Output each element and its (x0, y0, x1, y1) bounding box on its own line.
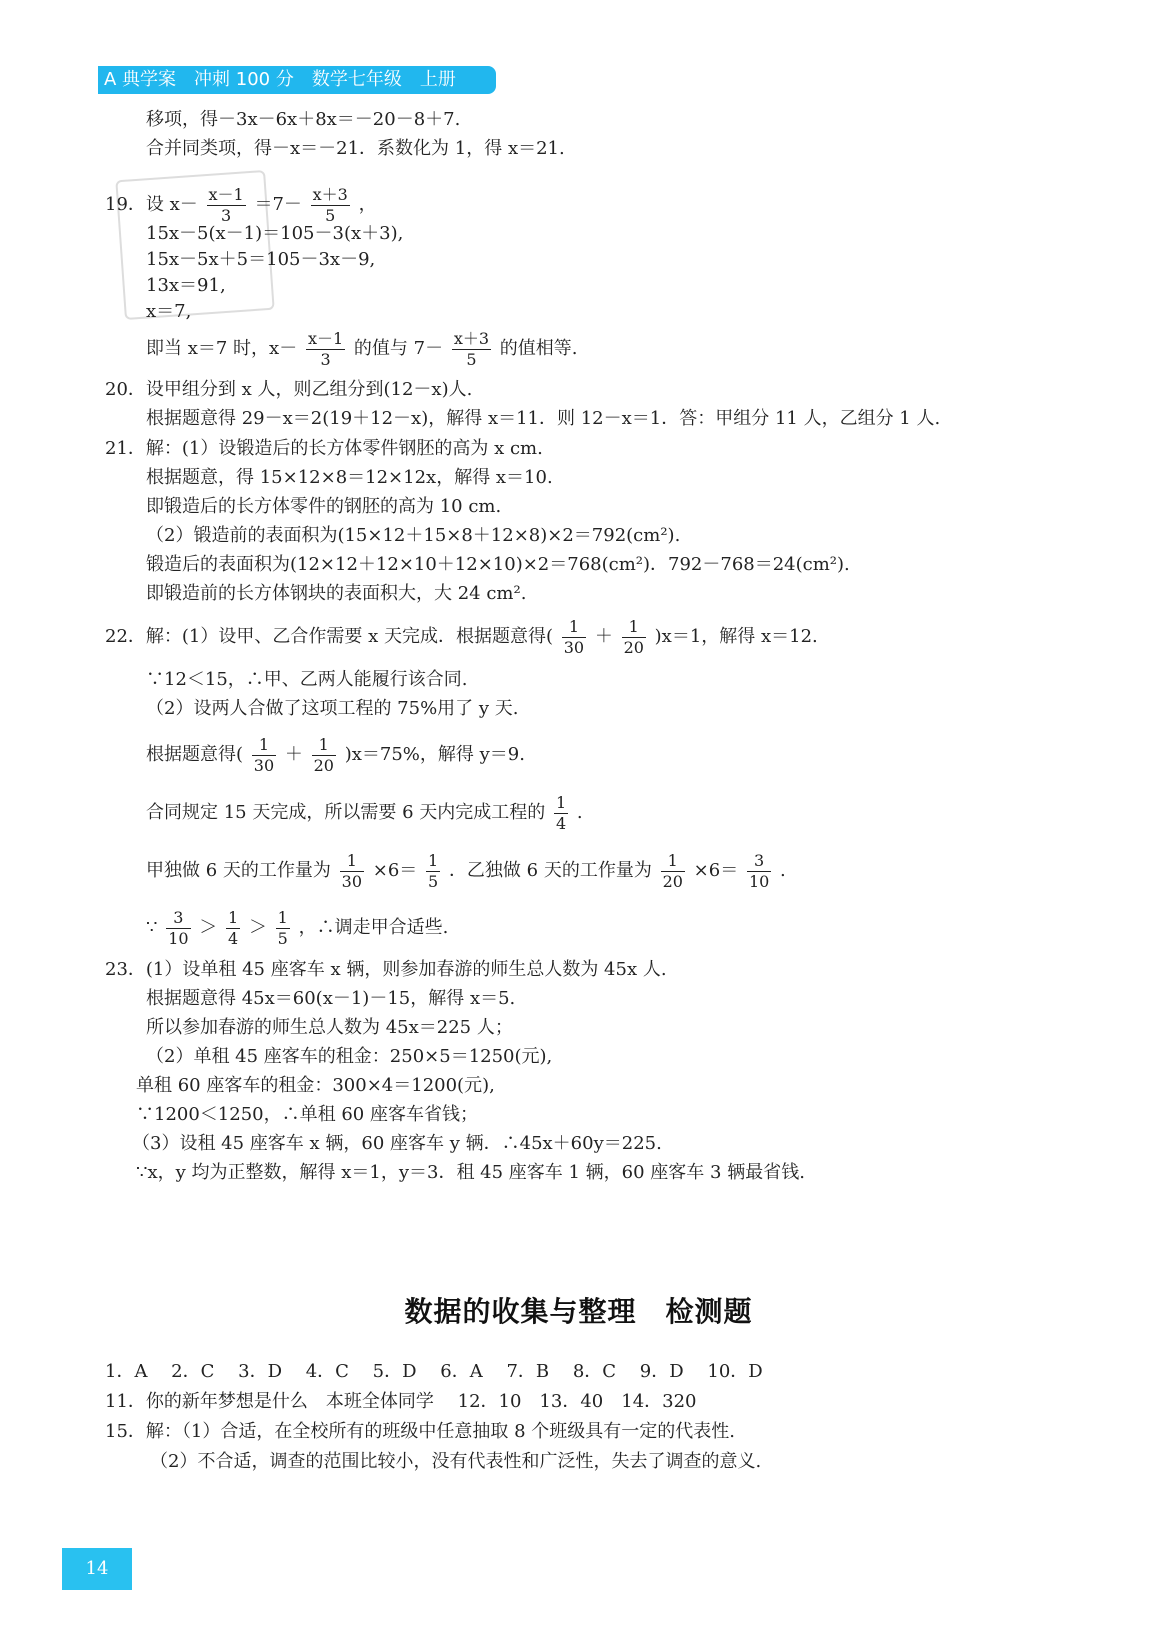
fraction: $\frac{1}{20}$ (623, 616, 644, 657)
text-line: 根据题意得 45x＝60(x－1)－15，解得 x＝5. (146, 988, 516, 1009)
text-line: 21．解：(1）设锻造后的长方体零件钢胚的高为 x cm. (105, 438, 543, 459)
text-line: （2）单租 45 座客车的租金：250×5＝1250(元), (146, 1046, 553, 1067)
text-line: 合并同类项，得－x＝－21．系数化为 1，得 x＝21. (146, 138, 565, 159)
text-line: （2）不合适，调查的范围比较小，没有代表性和广泛性，失去了调查的意义. (150, 1451, 762, 1472)
text-line: 1．A 2．C 3．D 4．C 5．D 6．A 7．B 8．C 9．D 10．D (105, 1361, 763, 1382)
text-line: （2）锻造前的表面积为(15×12＋15×8＋12×8)×2＝792(cm²). (146, 525, 681, 546)
text-line: ∵ $\frac{3}{10}$ ＞ $\frac{1}{4}$ ＞ $\frac{1}{5}$ ，∴调走甲合适些. (146, 907, 449, 948)
fraction: $\frac{1}{4}$ (555, 792, 567, 833)
fraction: $\frac{1}{30}$ (563, 616, 585, 657)
fraction: $\frac{1}{30}$ (253, 734, 275, 775)
text-line: 即锻造前的长方体钢块的表面积大，大 24 cm². (146, 583, 527, 604)
fraction: $\frac{x+3}{5}$ (453, 328, 490, 369)
fraction: $\frac{1}{5}$ (277, 907, 288, 948)
fraction: $\frac{x-1}{3}$ (208, 184, 244, 225)
text-line: 13x＝91, (146, 275, 226, 296)
text-line: 即当 x＝7 时，x－ $\frac{x-1}{3}$ 的值与 7－ $\frac{x+3}{5}$ 的值相等. (146, 328, 578, 369)
text-line: 根据题意得 29－x＝2(19＋12－x)，解得 x＝11．则 12－x＝1．答：甲组分 11 人，乙组分 1 人. (146, 408, 941, 429)
text-line: （3）设租 45 座客车 x 辆，60 座客车 y 辆．∴45x＋60y＝225. (132, 1133, 662, 1154)
fraction: $\frac{x-1}{3}$ (307, 328, 344, 369)
text-line: 即锻造后的长方体零件的钢胚的高为 10 cm. (146, 496, 502, 517)
text-line: 20．设甲组分到 x 人，则乙组分到(12－x)人. (105, 379, 473, 400)
section-title: 数据的收集与整理 检测题 (404, 1295, 753, 1328)
text-line: ∵1200＜1250，∴单租 60 座客车省钱； (136, 1104, 478, 1125)
text-line: 锻造后的表面积为(12×12＋12×10＋12×10)×2＝768(cm²)．792－768＝24(cm²). (146, 554, 850, 575)
text-line: 22．解：(1）设甲、乙合作需要 x 天完成．根据题意得( $\frac{1}{30}$ ＋ $\frac{1}{20}$ )x＝1，解得 x＝12. (105, 616, 818, 657)
fraction: $\frac{1}{20}$ (662, 850, 683, 891)
q19-line: 19．设 x－ $\frac{x-1}{3}$ ＝7－ $\frac{x+3}{5}$ ， (105, 184, 377, 225)
text-line: 15x－5(x－1)＝105－3(x＋3), (146, 223, 404, 244)
fraction: $\frac{1}{4}$ (228, 907, 239, 948)
text-line: ∵x，y 均为正整数，解得 x＝1，y＝3．租 45 座客车 1 辆，60 座客车 3 辆最省钱. (136, 1162, 805, 1183)
text-line: ∵12＜15，∴甲、乙两人能履行该合同. (146, 669, 468, 690)
text-line: 15．解：（1）合适，在全校所有的班级中任意抽取 8 个班级具有一定的代表性. (105, 1421, 735, 1442)
fraction: $\frac{1}{5}$ (428, 850, 439, 891)
text-line: 所以参加春游的师生总人数为 45x＝225 人； (146, 1017, 513, 1038)
fraction: $\frac{3}{10}$ (748, 850, 770, 891)
fraction: $\frac{1}{30}$ (341, 850, 362, 891)
text-line: x＝7, (146, 301, 192, 322)
text-line: 根据题意得( $\frac{1}{30}$ ＋ $\frac{1}{20}$ )x＝75%，解得 y＝9. (146, 734, 525, 775)
page-number: 14 (62, 1548, 132, 1590)
header-badge: A 典学案 冲刺 100 分 数学七年级 上册 (98, 66, 496, 94)
fraction: $\frac{3}{10}$ (168, 907, 189, 948)
text-line: 合同规定 15 天完成，所以需要 6 天内完成工程的 $\frac{1}{4}$ . (146, 792, 583, 833)
text-line: 23．(1）设单租 45 座客车 x 辆，则参加春游的师生总人数为 45x 人. (105, 959, 667, 980)
fraction: $\frac{1}{20}$ (313, 734, 334, 775)
text-line: 单租 60 座客车的租金：300×4＝1200(元), (136, 1075, 495, 1096)
text-line: 甲独做 6 天的工作量为 $\frac{1}{30}$ ×6＝ $\frac{1}{5}$ ．乙独做 6 天的工作量为 $\frac{1}{20}$ ×6＝ $\frac{3}{10}$ . (146, 850, 786, 891)
text-line: 15x－5x＋5＝105－3x－9, (146, 249, 376, 270)
text-line: （2）设两人合做了这项工程的 75%用了 y 天. (146, 698, 519, 719)
fraction: $\frac{x+3}{5}$ (312, 184, 348, 225)
text-line: 11．你的新年梦想是什么 本班全体同学 12．10 13．40 14．320 (105, 1391, 697, 1412)
text-line: 移项，得－3x－6x＋8x＝－20－8＋7. (146, 109, 461, 130)
text-line: 根据题意，得 15×12×8＝12×12x，解得 x＝10. (146, 467, 553, 488)
